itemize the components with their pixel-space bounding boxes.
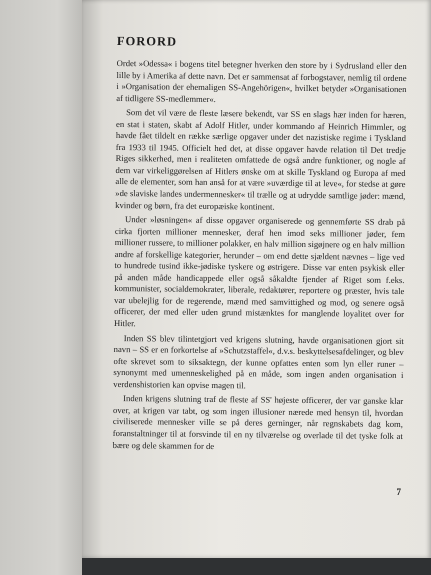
paragraph-5: Inden krigens slutning traf de fleste af SS' højeste officerer, der var ganske klar over, at krigen var tabt, og som ingen illusioner nærede med hensyn til, hvordan civiliserede mennesker ville se på deres gerninger, når regnskabets dag kom, foranstaltninger til at forsvinde til en ny tilværelse og overlade til det tyske folk at bære og dele skammen for de: [112, 393, 404, 451]
page-text: [113, 34, 407, 457]
paragraph-2: Som det vil være de fleste læsere bekendt, var SS en slags hær inden for hæren, en stat i staten, skabt af Adolf Hitler, under kommando af Heinrich Himmler, og havde fået tildelt en række særlige opgaver under det nazistiske regime i Tyskland fra 1933 til 1945. Officielt hed det, at disse opgaver havde relation til Det tredje Riges sikkerhed, men i realiteten omfattede de også andre funktioner, og nogle af dem var virkeliggørelsen af Hitlers ønske om at skille Tyskland og Europa af med alle de elementer, som han anså for at være »uværdige til at leve«, for stedse at gøre »de slaviske landes undermennesker« til trælle og at udrydde samtlige jøder: mænd, kvinder og børn, fra det europæiske kontinent.: [115, 107, 407, 212]
paragraph-4: Inden SS blev tilintetgjort ved krigens slutning, havde organisationen gjort sit navn – SS er en forkortelse af »Schutzstaffel«, d.v.s. beskyttelsesafdelinger, og blev ofte skrevet som to siksaktegn, der kunne opfattes enten som lyn eller runer – synonymt med umenneskelighed på en måde, som ingen anden organisation i verdenshistorien kan opvise magen til.: [113, 332, 404, 391]
book-page: [82, 0, 431, 558]
facing-page-edge: [0, 0, 82, 575]
page-number: 7: [396, 487, 401, 497]
chapter-heading: FORORD: [116, 34, 178, 49]
paragraph-3: Under »løsningen« af disse opgaver organiserede og gennemførte SS drab på cirka fjorten millioner mennesker, deraf hen imod seks millioner jøder, fem millioner russere, to millioner polakker, en halv million sigøjnere og en halv million andre af forskellige kategorier, herunder – om end dette sjældent nævnes – lige ved to hundrede tusind ikke-jødiske tyskere og østrigere. Disse var enten psykisk eller på anden måde handicappede eller også såkaldte fjender af Riget som f.eks. kommunister, socialdemokrater, liberale, redaktører, reportere og præster, hvis tale var ubelejlig for de regerende, mænd med samvittighed og mod, og senere også officerer, der med eller uden grund mistænktes for manglende loyalitet over for Hitler.: [113, 214, 406, 329]
paragraph-1: Ordet »Odessa« i bogens titel betegner hverken den store by i Sydrusland eller den lille by i Amerika af dette navn. Det er sammensat af forbogstaver, nemlig til ordene i »Organisation der ehemaligen SS-Angehörigen«, hvilket betyder »Organisationen af tidligere SS-medlemmer«.: [116, 57, 407, 104]
